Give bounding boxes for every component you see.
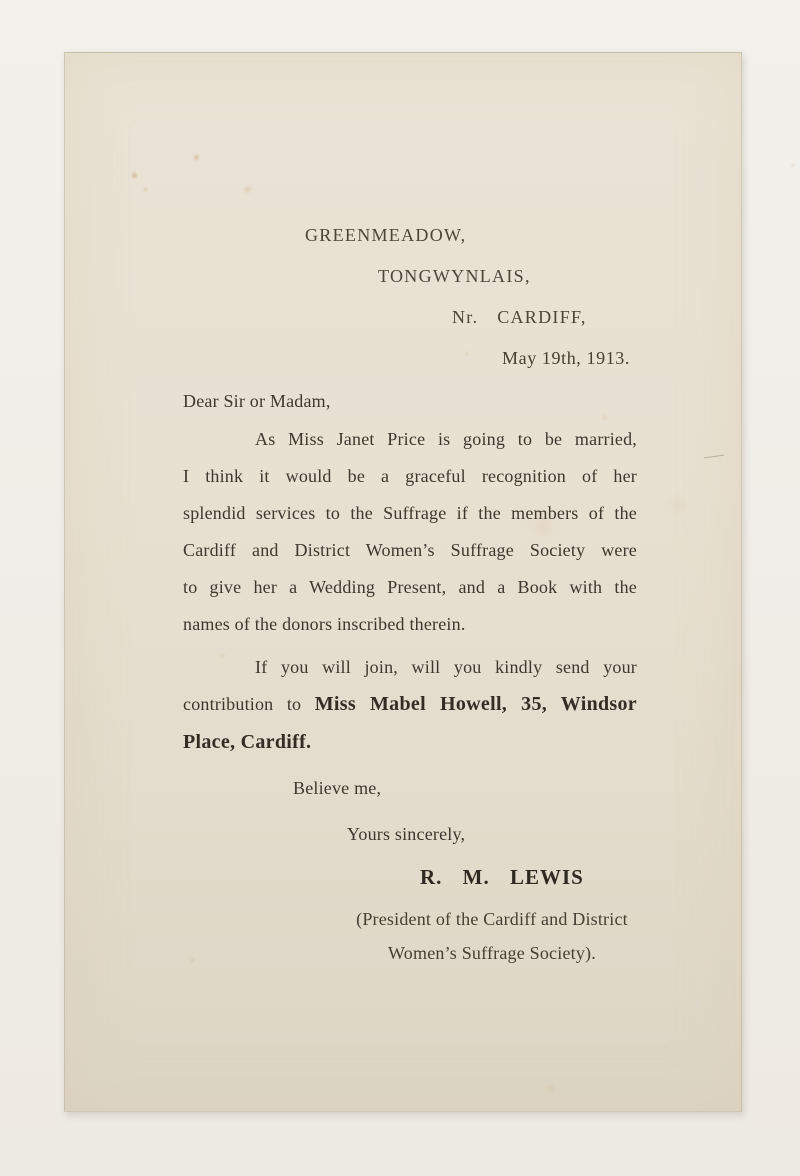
paragraph-1-line: to give her a Wedding Present, and a Book with the <box>183 577 637 597</box>
recipient-name-bold: Miss Mabel Howell, 35, Windsor <box>314 693 637 715</box>
paragraph-2-line <box>183 686 637 723</box>
address-line-city: Nr. CARDIFF, <box>452 307 587 327</box>
paragraph-1 <box>183 421 637 643</box>
letter-paper <box>64 52 742 1112</box>
salutation: Dear Sir or Madam, <box>183 391 331 411</box>
paper-scratch-mark <box>704 455 724 459</box>
letter-date: May 19th, 1913. <box>502 348 630 368</box>
address-line-village: TONGWYNLAIS, <box>378 266 531 286</box>
paragraph-2 <box>183 649 637 761</box>
letterhead-address <box>65 53 741 379</box>
closing-block <box>183 770 637 970</box>
paragraph-1-line: As Miss Janet Price is going to be married, <box>255 429 637 449</box>
paragraph-1-line: I think it would be a graceful recognition of her <box>183 466 637 486</box>
address-line-house: GREENMEADOW, <box>305 225 467 245</box>
signer-title-block <box>302 902 682 970</box>
signer-title-line: Women’s Suffrage Society). <box>388 943 596 963</box>
foxing-specks <box>131 104 134 107</box>
paragraph-1-line: names of the donors inscribed therein. <box>183 614 466 634</box>
valediction-yours-sincerely: Yours sincerely, <box>347 824 466 844</box>
valediction-believe-me: Believe me, <box>293 778 382 798</box>
paragraph-1-line: splendid services to the Suffrage if the members of the <box>183 503 637 523</box>
paragraph-2-regular-text: contribution to <box>183 694 315 714</box>
letter-body <box>183 383 637 970</box>
paragraph-1-line: Cardiff and District Women’s Suffrage Society were <box>183 540 637 560</box>
recipient-address-bold: Place, Cardiff. <box>183 731 312 753</box>
signature-name: R. M. LEWIS <box>420 865 584 889</box>
paragraph-2-line: If you will join, will you kindly send your <box>255 657 637 677</box>
signer-title-line: (President of the Cardiff and District <box>356 909 628 929</box>
